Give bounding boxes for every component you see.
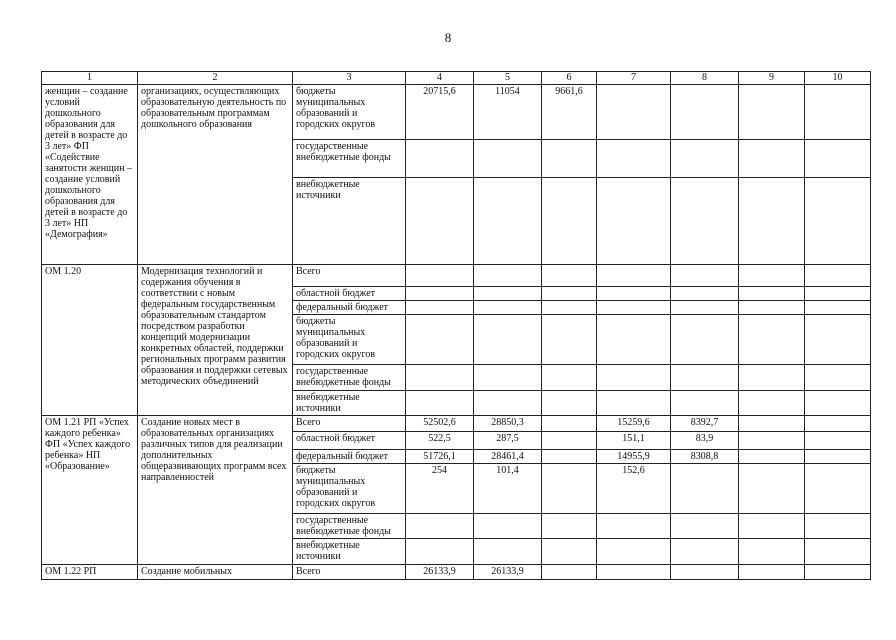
value-cell <box>671 391 739 416</box>
value-cell <box>542 464 597 514</box>
value-cell <box>805 391 871 416</box>
value-cell <box>406 514 474 539</box>
value-cell <box>406 315 474 365</box>
value-cell <box>597 85 671 140</box>
value-cell <box>542 450 597 464</box>
value-cell <box>542 301 597 315</box>
column-header: 4 <box>406 72 474 85</box>
value-cell <box>739 315 805 365</box>
table-cell: Всего <box>293 416 406 432</box>
value-cell <box>542 287 597 301</box>
value-cell: 9661,6 <box>542 85 597 140</box>
value-cell <box>739 85 805 140</box>
value-cell <box>671 539 739 565</box>
column-header: 2 <box>138 72 293 85</box>
value-cell <box>406 140 474 178</box>
value-cell: 287,5 <box>474 432 542 450</box>
value-cell <box>597 265 671 287</box>
value-cell <box>805 565 871 580</box>
value-cell <box>805 265 871 287</box>
table-cell: бюджеты муниципальных образований и городских округов <box>293 464 406 514</box>
value-cell <box>542 432 597 450</box>
table-cell: внебюджетные источники <box>293 178 406 265</box>
table-cell: Модернизация технологий и содержания обучения в соответствии с новым федеральным государственным образовательным стандартом посредством разработки концепций модернизации конкретных областей, поддержки региональных программ развития образования и поддержки сетевых методических объединений <box>138 265 293 416</box>
table-cell: областной бюджет <box>293 432 406 450</box>
value-cell <box>542 140 597 178</box>
value-cell: 26133,9 <box>406 565 474 580</box>
value-cell <box>671 514 739 539</box>
value-cell <box>542 265 597 287</box>
value-cell <box>406 391 474 416</box>
budget-table <box>41 71 871 580</box>
value-cell <box>805 85 871 140</box>
value-cell <box>739 416 805 432</box>
value-cell <box>542 565 597 580</box>
value-cell <box>597 391 671 416</box>
value-cell <box>406 287 474 301</box>
table-cell: государственные внебюджетные фонды <box>293 140 406 178</box>
column-header: 5 <box>474 72 542 85</box>
value-cell <box>474 178 542 265</box>
value-cell <box>739 301 805 315</box>
value-cell <box>805 416 871 432</box>
value-cell <box>739 539 805 565</box>
value-cell <box>671 287 739 301</box>
value-cell <box>805 140 871 178</box>
value-cell <box>805 539 871 565</box>
value-cell <box>597 178 671 265</box>
value-cell: 11054 <box>474 85 542 140</box>
value-cell <box>406 301 474 315</box>
table-cell: бюджеты муниципальных образований и городских округов <box>293 315 406 365</box>
value-cell <box>597 287 671 301</box>
table-cell: Всего <box>293 565 406 580</box>
value-cell: 52502,6 <box>406 416 474 432</box>
value-cell: 152,6 <box>597 464 671 514</box>
table-cell: организациях, осуществляющих образовательную деятельность по образовательным программам дошкольного образования <box>138 85 293 265</box>
table-row <box>42 416 871 432</box>
column-header: 8 <box>671 72 739 85</box>
table-cell: федеральный бюджет <box>293 301 406 315</box>
table-row <box>42 265 871 287</box>
column-header: 10 <box>805 72 871 85</box>
value-cell <box>474 287 542 301</box>
value-cell: 101,4 <box>474 464 542 514</box>
value-cell <box>739 178 805 265</box>
value-cell <box>805 301 871 315</box>
table-cell: федеральный бюджет <box>293 450 406 464</box>
value-cell <box>671 464 739 514</box>
value-cell <box>739 450 805 464</box>
value-cell <box>542 315 597 365</box>
table-cell: ОМ 1.20 <box>42 265 138 416</box>
value-cell <box>671 315 739 365</box>
value-cell <box>406 265 474 287</box>
value-cell <box>739 365 805 391</box>
value-cell <box>739 432 805 450</box>
value-cell <box>805 365 871 391</box>
value-cell: 28850,3 <box>474 416 542 432</box>
table-cell: Создание новых мест в образовательных организациях различных типов для реализации дополнительных общеразвивающих программ всех направленностей <box>138 416 293 565</box>
column-header: 9 <box>739 72 805 85</box>
table-cell: государственные внебюджетные фонды <box>293 365 406 391</box>
value-cell <box>597 140 671 178</box>
value-cell <box>542 416 597 432</box>
value-cell <box>597 565 671 580</box>
value-cell <box>739 287 805 301</box>
table-cell: областной бюджет <box>293 287 406 301</box>
table-cell: женщин – создание условий дошкольного образования для детей в возрасте до 3 лет» ФП «Содействие занятости женщин – создание условий дошкольного образования для детей в возрасте до 3 лет» НП «Демография» <box>42 85 138 265</box>
value-cell: 14955,9 <box>597 450 671 464</box>
table-cell: государственные внебюджетные фонды <box>293 514 406 539</box>
value-cell <box>542 365 597 391</box>
value-cell <box>474 539 542 565</box>
column-header: 6 <box>542 72 597 85</box>
value-cell: 522,5 <box>406 432 474 450</box>
value-cell: 51726,1 <box>406 450 474 464</box>
column-header: 7 <box>597 72 671 85</box>
value-cell: 28461,4 <box>474 450 542 464</box>
value-cell <box>805 315 871 365</box>
value-cell <box>671 565 739 580</box>
value-cell <box>542 514 597 539</box>
value-cell <box>805 450 871 464</box>
column-header: 1 <box>42 72 138 85</box>
value-cell <box>671 365 739 391</box>
value-cell <box>474 365 542 391</box>
value-cell: 26133,9 <box>474 565 542 580</box>
value-cell <box>406 178 474 265</box>
table-cell: ОМ 1.22 РП <box>42 565 138 580</box>
value-cell <box>805 432 871 450</box>
value-cell <box>739 140 805 178</box>
value-cell <box>739 391 805 416</box>
value-cell: 20715,6 <box>406 85 474 140</box>
value-cell <box>406 365 474 391</box>
column-header: 3 <box>293 72 406 85</box>
value-cell <box>671 140 739 178</box>
value-cell <box>671 301 739 315</box>
value-cell <box>805 287 871 301</box>
value-cell <box>474 391 542 416</box>
value-cell: 83,9 <box>671 432 739 450</box>
value-cell: 15259,6 <box>597 416 671 432</box>
value-cell <box>739 565 805 580</box>
value-cell <box>739 464 805 514</box>
table-cell: Всего <box>293 265 406 287</box>
value-cell <box>597 365 671 391</box>
value-cell <box>597 315 671 365</box>
value-cell: 254 <box>406 464 474 514</box>
value-cell <box>542 178 597 265</box>
table-cell: внебюджетные источники <box>293 391 406 416</box>
value-cell <box>474 265 542 287</box>
value-cell <box>474 315 542 365</box>
value-cell <box>805 514 871 539</box>
value-cell <box>474 301 542 315</box>
header-row <box>42 72 871 85</box>
table-cell: бюджеты муниципальных образований и городских округов <box>293 85 406 140</box>
table-row <box>42 85 871 140</box>
value-cell <box>597 301 671 315</box>
value-cell <box>739 265 805 287</box>
value-cell <box>542 539 597 565</box>
value-cell <box>805 178 871 265</box>
value-cell <box>671 265 739 287</box>
value-cell <box>474 140 542 178</box>
value-cell <box>805 464 871 514</box>
value-cell <box>406 539 474 565</box>
value-cell <box>542 391 597 416</box>
table-row <box>42 565 871 580</box>
value-cell <box>597 539 671 565</box>
table-cell: Создание мобильных <box>138 565 293 580</box>
value-cell <box>474 514 542 539</box>
value-cell <box>739 514 805 539</box>
value-cell: 8392,7 <box>671 416 739 432</box>
value-cell: 8308,8 <box>671 450 739 464</box>
table-cell: ОМ 1.21 РП «Успех каждого ребенка» ФП «Успех каждого ребенка» НП «Образование» <box>42 416 138 565</box>
value-cell <box>671 85 739 140</box>
table-cell: внебюджетные источники <box>293 539 406 565</box>
value-cell <box>597 514 671 539</box>
value-cell: 151,1 <box>597 432 671 450</box>
page-number: 8 <box>444 30 452 45</box>
value-cell <box>671 178 739 265</box>
